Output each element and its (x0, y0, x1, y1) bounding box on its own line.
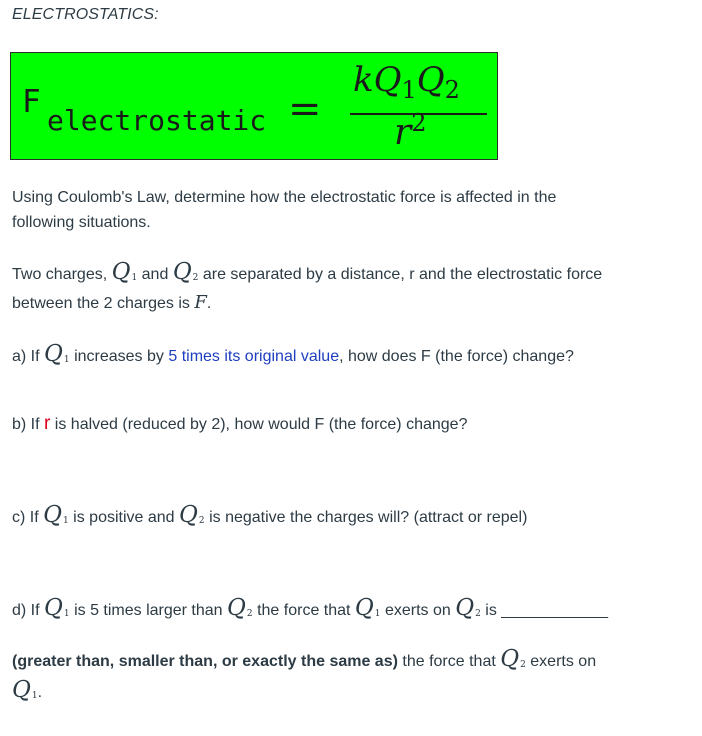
question-d-line-3: $Q_1$. (12, 677, 43, 703)
formula-denominator: $r^2$ (394, 109, 427, 153)
intro-line-2: following situations. (12, 214, 151, 231)
charge-q2: $Q_2$ (227, 595, 253, 621)
highlight-five-times: 5 times its original value (168, 348, 340, 365)
answer-options: (greater than, smaller than, or exactly the same as) (12, 653, 398, 670)
force-symbol: F (194, 292, 207, 313)
charge-q1: $Q_1$ (43, 502, 69, 528)
charge-q1: $Q_1$ (354, 595, 381, 621)
question-d-line-2: (greater than, smaller than, or exactly the same as) the force that $Q_2$ exerts on (12, 646, 597, 672)
charge-q1: $Q_1$ (12, 677, 38, 703)
formula-equals: = (288, 86, 322, 132)
question-b: b) If r is halved (reduced by 2), how would F (the force) change? (12, 413, 468, 434)
formula-numerator: $kQ_1Q_2$ (353, 60, 460, 104)
charge-q1: $Q_1$ (44, 341, 70, 367)
charge-q1: $Q_1$ (44, 595, 70, 621)
question-c: c) If $Q_1$ is positive and $Q_2$ is negative the charges will? (attract or repel) (12, 502, 528, 528)
charge-q2: $Q_2$ (500, 646, 526, 672)
charge-q2: $Q_2$ (172, 259, 199, 285)
charge-q2: $Q_2$ (179, 502, 205, 528)
page-heading: ELECTROSTATICS: (12, 6, 159, 23)
question-d-line-1: d) If $Q_1$ is 5 times larger than $Q_2$ the force that $Q_1$ exerts on $Q_2$ is ____________ (12, 595, 609, 621)
distance-r: r (44, 413, 51, 434)
setup-line-1: Two charges, $Q_1$ and $Q_2$ are separated by a distance, r and the electrostatic force (12, 259, 603, 285)
answer-blank: ____________ (501, 602, 609, 619)
question-a: a) If $Q_1$ increases by 5 times its original value, how does F (the force) change? (12, 341, 574, 367)
charge-q2: $Q_2$ (455, 595, 481, 621)
formula-force-symbol: F (22, 84, 41, 120)
setup-line-2: between the 2 charges is F. (12, 292, 212, 313)
charge-q1: $Q_1$ (111, 259, 138, 285)
intro-line-1: Using Coulomb's Law, determine how the electrostatic force is affected in the (12, 189, 557, 206)
formula-force-subscript: electrostatic (47, 104, 267, 137)
